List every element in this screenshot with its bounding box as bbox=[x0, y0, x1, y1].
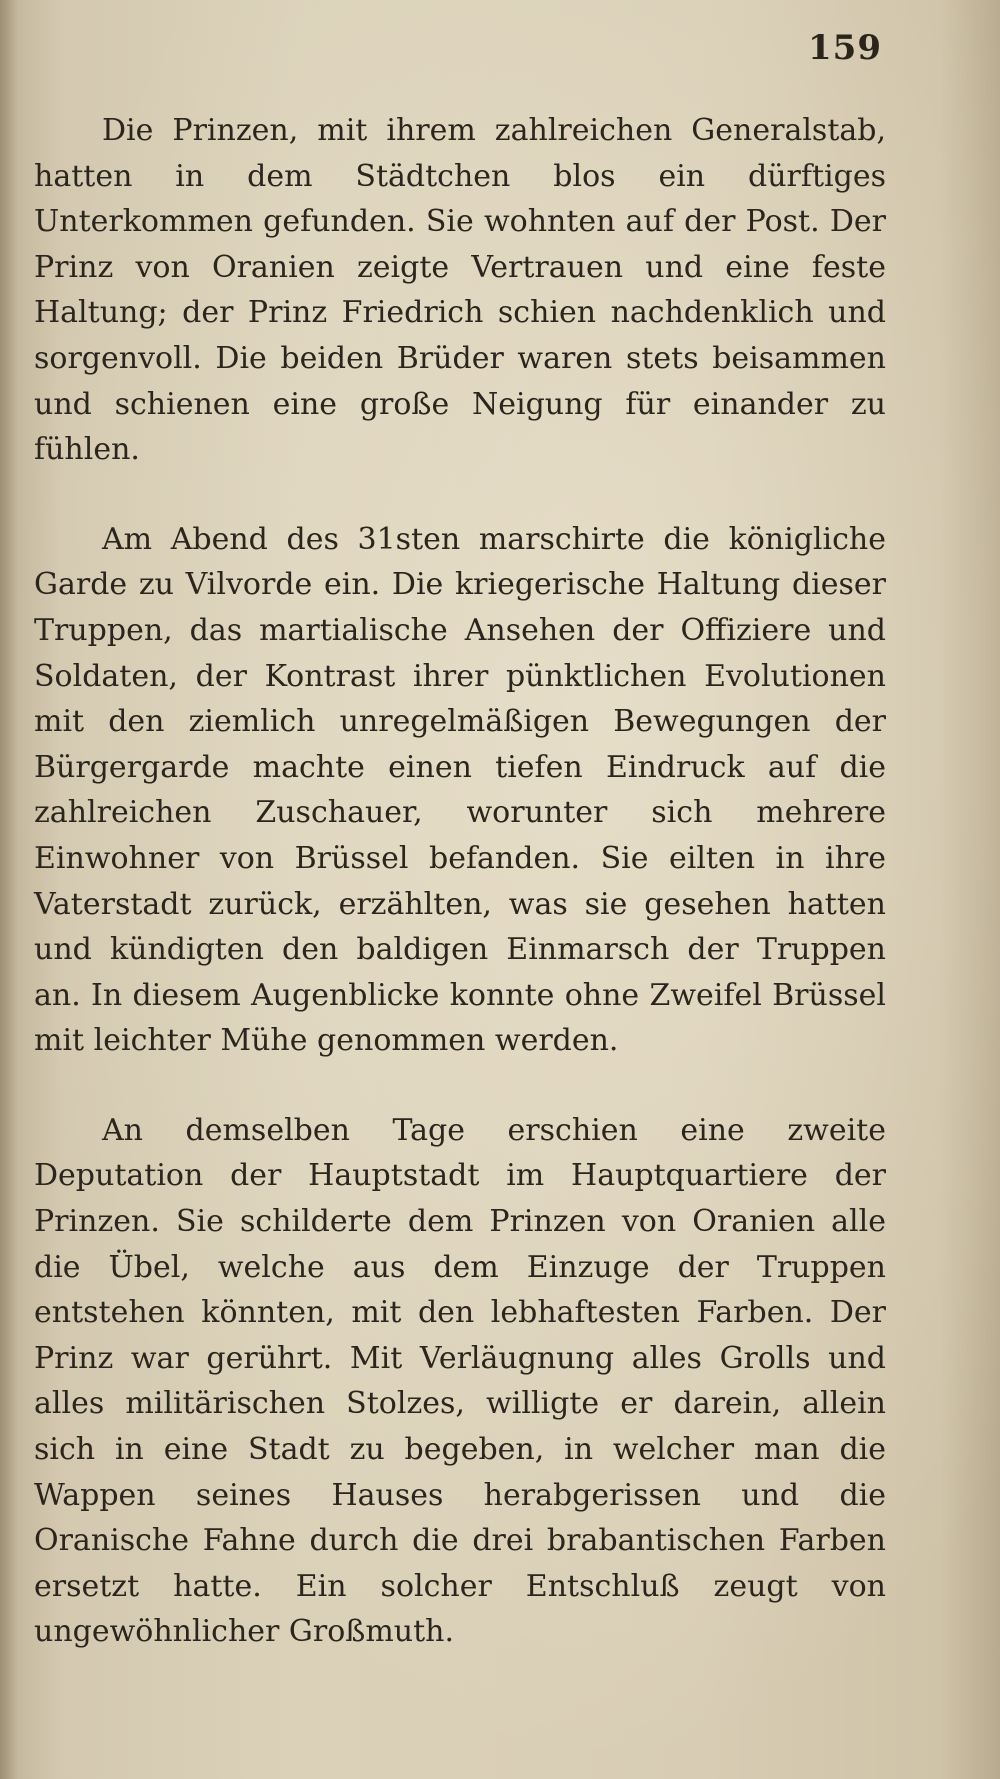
paragraph-3: An demselben Tage erschien eine zweite Deputation der Hauptstadt im Hauptquartiere der Prinzen. Sie schilderte dem Prinzen von Oranien alle die Übel, welche aus dem Einzuge der Truppen entstehen könnten, mit den lebhaftesten Farben. Der Prinz war gerührt. Mit Verläugnung alles Grolls und alles militärischen Stolzes, willigte er darein, allein sich in eine Stadt zu begeben, in welcher man die Wappen seines Hauses herabgerissen und die Oranische Fahne durch die drei brabantischen Farben ersetzt hatte. Ein solcher Entschluß zeugt von ungewöhnlicher Großmuth. bbox=[34, 1112, 886, 1650]
paragraph-1: Die Prinzen, mit ihrem zahlreichen Generalstab, hatten in dem Städtchen blos ein dürftiges Unterkommen gefunden. Sie wohnten auf der Post. Der Prinz von Oranien zeigte Vertrauen und eine feste Haltung; der Prinz Friedrich schien nachdenklich und sorgenvoll. Die beiden Brüder waren stets beisammen und schienen eine große Neigung für einander zu fühlen. bbox=[34, 113, 886, 468]
body-text bbox=[34, 108, 886, 1655]
paragraph-2: Am Abend des 31sten marschirte die königliche Garde zu Vilvorde ein. Die kriegerische Haltung dieser Truppen, das martialische Ansehen der Offiziere und Soldaten, der Kontrast ihrer pünktlichen Evolutionen mit den ziemlich unregelmäßigen Bewegungen der Bürgergarde machte einen tiefen Eindruck auf die zahlreichen Zuschauer, worunter sich mehrere Einwohner von Brüssel befanden. Sie eilten in ihre Vaterstadt zurück, erzählten, was sie gesehen hatten und kündigten den baldigen Einmarsch der Truppen an. In diesem Augenblicke konnte ohne Zweifel Brüssel mit leichter Mühe genommen werden. bbox=[34, 521, 886, 1059]
page-number: 159 bbox=[808, 28, 882, 68]
page-spine-shadow bbox=[0, 0, 18, 1779]
